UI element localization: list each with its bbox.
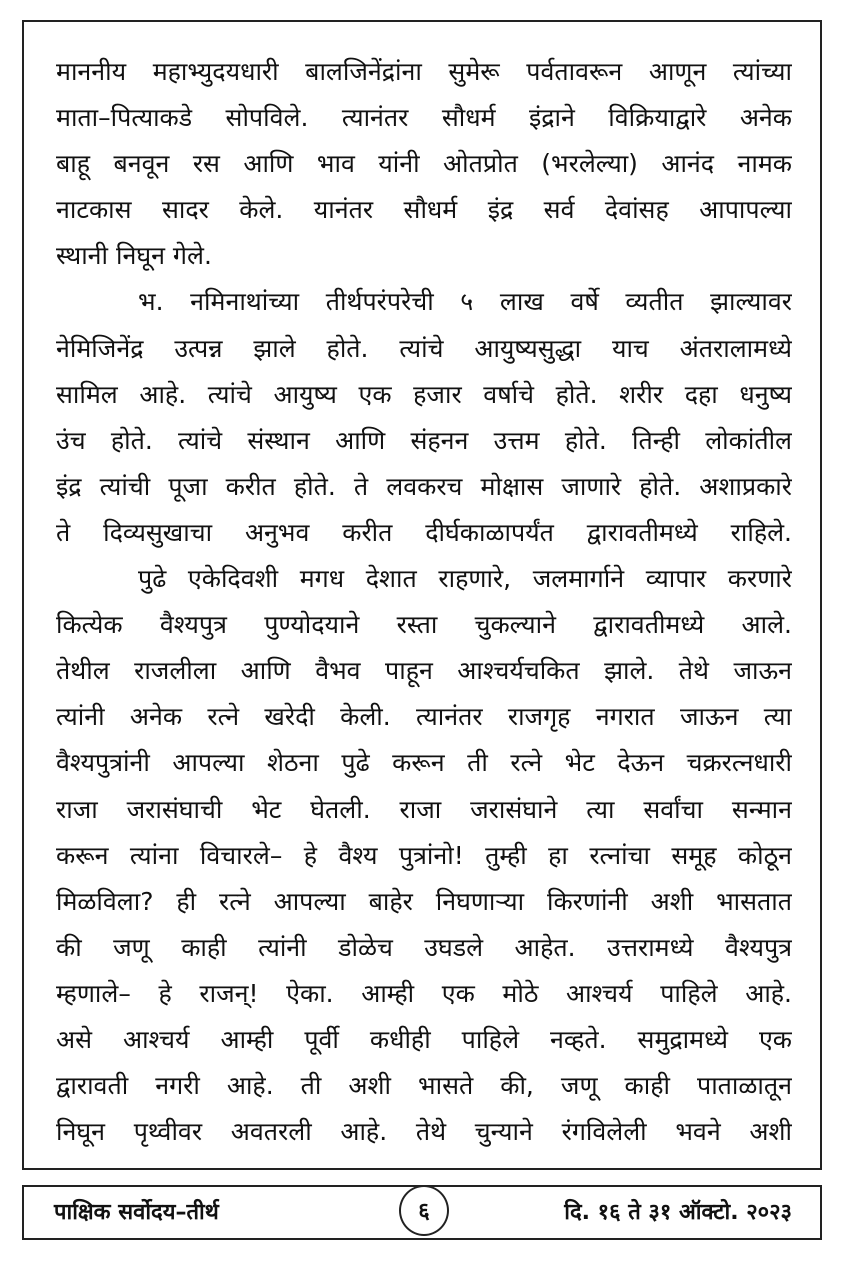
page-number: ६ [399, 1185, 449, 1236]
text-line: करून त्यांना विचारले– हे वैश्य पुत्रांनो! तुम्ही हा रत्नांचा समूह कोठून [56, 840, 792, 870]
text-line: ते दिव्यसुखाचा अनुभव करीत दीर्घकाळापर्यंत द्वारावतीमध्ये राहिले. [56, 517, 792, 547]
text-line: स्थानी निघून गेले. [56, 241, 212, 271]
magazine-name: पाक्षिक सर्वोदय–तीर्थ [54, 1200, 219, 1225]
text-line: नाटकास सादर केले. यानंतर सौधर्म इंद्र सर्व देवांसह आपापल्या [56, 195, 792, 225]
text-line: त्यांनी अनेक रत्ने खरेदी केली. त्यानंतर राजगृह नगरात जाऊन त्या [56, 702, 792, 732]
text-line: असे आश्चर्य आम्ही पूर्वी कधीही पाहिले नव्हते. समुद्रामध्ये एक [56, 1024, 792, 1054]
text-line: वैश्यपुत्रांनी आपल्या शेठना पुढे करून ती रत्ने भेट देऊन चक्ररत्नधारी [56, 748, 792, 778]
text-line: नेमिजिनेंद्र उत्पन्न झाले होते. त्यांचे आयुष्यसुद्धा याच अंतरालामध्ये [56, 333, 792, 363]
text-line: कित्येक वैश्यपुत्र पुण्योदयाने रस्ता चुकल्याने द्वारावतीमध्ये आले. [56, 610, 792, 640]
text-line: उंच होते. त्यांचे संस्थान आणि संहनन उत्तम होते. तिन्ही लोकांतील [56, 425, 792, 455]
text-line: निघून पृथ्वीवर अवतरली आहे. तेथे चुन्याने रंगविलेली भवने अशी [56, 1117, 792, 1147]
text-line: राजा जरासंघाची भेट घेतली. राजा जरासंघाने त्या सर्वांचा सन्मान [56, 794, 792, 824]
text-line: माता–पित्याकडे सोपविले. त्यानंतर सौधर्म इंद्राने विक्रियाद्वारे अनेक [56, 103, 792, 133]
issue-date: दि. १६ ते ३१ ऑक्टो. २०२३ [564, 1200, 792, 1225]
text-line: बाहू बनवून रस आणि भाव यांनी ओतप्रोत (भरलेल्या) आनंद नामक [56, 149, 792, 179]
page-content-frame [22, 20, 822, 1170]
text-line: की जणू काही त्यांनी डोळेच उघडले आहेत. उत्तरामध्ये वैश्यपुत्र [56, 932, 792, 962]
text-line: इंद्र त्यांची पूजा करीत होते. ते लवकरच मोक्षास जाणारे होते. अशाप्रकारे [56, 471, 792, 501]
text-line: तेथील राजलीला आणि वैभव पाहून आश्चर्यचकित झाले. तेथे जाऊन [56, 656, 792, 686]
text-line: द्वारावती नगरी आहे. ती अशी भासते की, जणू काही पाताळातून [56, 1071, 792, 1101]
text-line: म्हणाले– हे राजन्! ऐका. आम्ही एक मोठे आश्चर्य पाहिले आहे. [56, 978, 792, 1008]
page-footer [22, 1185, 822, 1240]
text-line: माननीय महाभ्युदयधारी बालजिनेंद्रांना सुमेरू पर्वतावरून आणून त्यांच्या [56, 57, 792, 86]
text-line: सामिल आहे. त्यांचे आयुष्य एक हजार वर्षाचे होते. शरीर दहा धनुष्य [56, 379, 792, 409]
article-body [56, 49, 792, 1155]
paragraph-first-line: पुढे एकेदिवशी मगध देशात राहणारे, जलमार्गाने व्यापार करणारे [138, 564, 792, 594]
text-line: मिळविला? ही रत्ने आपल्या बाहेर निघणाऱ्या किरणांनी अशी भासतात [56, 886, 792, 916]
paragraph-first-line: भ. नमिनाथांच्या तीर्थपरंपरेची ५ लाख वर्षे व्यतीत झाल्यावर [138, 287, 792, 317]
